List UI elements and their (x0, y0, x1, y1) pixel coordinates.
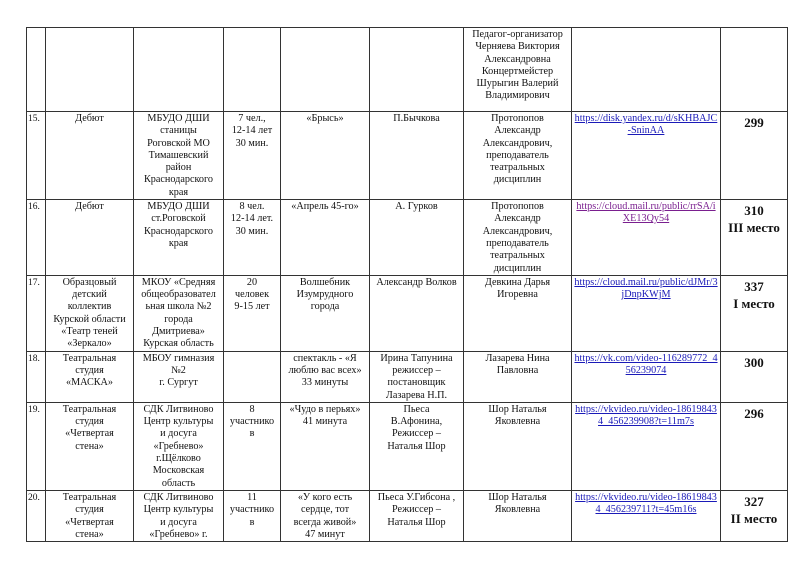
cell-participants (224, 28, 281, 112)
cell-collective: Образцовый детский коллектив Курской области «Театр теней «Зеркало» (46, 275, 134, 351)
cell-leader: Шор Наталья Яковлевна (464, 402, 572, 490)
cell-collective: Театральная студия «Четвертая стена» (46, 402, 134, 490)
cell-institution: МКОУ «Средняя общеобразовател ьная школа №2 города Дмитриева» Курская область (134, 275, 224, 351)
cell-institution: МБОУ гимназия №2 г. Сургут (134, 351, 224, 402)
cell-institution (134, 28, 224, 112)
cell-participants: 11 участнико в (224, 490, 281, 541)
video-link[interactable]: https://vkvideo.ru/video-186198434_456239711?t=45m16s (575, 491, 717, 516)
cell-link (572, 112, 721, 200)
cell-link (572, 490, 721, 541)
table-row (27, 112, 788, 200)
cell-link (572, 28, 721, 112)
cell-author: Пьеса В.Афонина, Режиссер – Наталья Шор (370, 402, 464, 490)
cell-title: Волшебник Изумрудного города (281, 275, 370, 351)
cell-score: 300 (721, 351, 788, 402)
cell-collective: Дебют (46, 112, 134, 200)
video-link[interactable]: https://disk.yandex.ru/d/sKHBAJC-SninAA (574, 113, 718, 137)
cell-author: Александр Волков (370, 275, 464, 351)
cell-score: 299 (721, 112, 788, 200)
cell-collective: Театральная студия «МАСКА» (46, 351, 134, 402)
cell-leader: Шор Наталья Яковлевна (464, 490, 572, 541)
cell-title: «У кого есть сердце, тот всегда живой» 47 минут (281, 490, 370, 541)
cell-score: 310 III место (721, 200, 788, 276)
cell-title: «Чудо в перьях» 41 минута (281, 402, 370, 490)
cell-num: 15. (27, 112, 46, 200)
cell-title: «Апрель 45-го» (281, 200, 370, 276)
cell-score: 337 I место (721, 275, 788, 351)
cell-link (572, 402, 721, 490)
cell-institution: МБУДО ДШИ станицы Роговской МО Тимашевский район Краснодарского края (134, 112, 224, 200)
cell-collective: Театральная студия «Четвертая стена» (46, 490, 134, 541)
cell-institution: МБУДО ДШИ ст.Роговской Краснодарского края (134, 200, 224, 276)
cell-score: 296 (721, 402, 788, 490)
cell-participants: 8 участнико в (224, 402, 281, 490)
video-link[interactable]: https://vk.com/video-116289772_456239074 (574, 352, 718, 376)
table-row (27, 351, 788, 402)
table-row (27, 200, 788, 276)
cell-participants: 7 чел., 12-14 лет 30 мин. (224, 112, 281, 200)
cell-institution: СДК Литвиново Центр культуры и досуга «Гребнево» г. (134, 490, 224, 541)
cell-score (721, 28, 788, 112)
cell-link (572, 351, 721, 402)
cell-title: спектакль - «Я люблю вас всех» 33 минуты (281, 351, 370, 402)
video-link[interactable]: https://cloud.mail.ru/public/rrSA/iXE13Qy54 (576, 201, 716, 225)
cell-leader: Протопопов Александр Александрович, преподаватель театральных дисциплин (464, 200, 572, 276)
table-row (27, 402, 788, 490)
cell-leader: Лазарева Нина Павловна (464, 351, 572, 402)
video-link[interactable]: https://vkvideo.ru/video-186198434_456239908?t=11m7s (575, 403, 717, 428)
cell-author (370, 28, 464, 112)
cell-num: 19. (27, 402, 46, 490)
cell-link (572, 275, 721, 351)
cell-author: Пьеса У.Гибсона , Режиссер – Наталья Шор (370, 490, 464, 541)
cell-link (572, 200, 721, 276)
results-table (26, 27, 788, 542)
video-link[interactable]: https://cloud.mail.ru/public/dJMr/3jDnpKWjM (574, 276, 718, 301)
cell-num: 20. (27, 490, 46, 541)
cell-leader: Девкина Дарья Игоревна (464, 275, 572, 351)
cell-collective: Дебют (46, 200, 134, 276)
cell-num: 16. (27, 200, 46, 276)
table-row (27, 275, 788, 351)
cell-leader: Протопопов Александр Александрович, преподаватель театральных дисциплин (464, 112, 572, 200)
cell-participants (224, 351, 281, 402)
cell-participants: 20 человек 9-15 лет (224, 275, 281, 351)
cell-author: Ирина Тапунина режиссер – постановщик Лазарева Н.П. (370, 351, 464, 402)
cell-author: П.Бычкова (370, 112, 464, 200)
cell-title (281, 28, 370, 112)
cell-title: «Брысь» (281, 112, 370, 200)
cell-collective (46, 28, 134, 112)
cell-institution: СДК Литвиново Центр культуры и досуга «Гребнево» г.Щёлково Московская область (134, 402, 224, 490)
cell-num: 18. (27, 351, 46, 402)
table-row (27, 28, 788, 112)
cell-score: 327 II место (721, 490, 788, 541)
cell-num (27, 28, 46, 112)
cell-participants: 8 чел. 12-14 лет. 30 мин. (224, 200, 281, 276)
cell-leader: Педагог-организатор Черняева Виктория Александровна Концертмейстер Шурыгин Валерий Владимирович (464, 28, 572, 112)
cell-num: 17. (27, 275, 46, 351)
table-row (27, 490, 788, 541)
cell-author: А. Гурков (370, 200, 464, 276)
